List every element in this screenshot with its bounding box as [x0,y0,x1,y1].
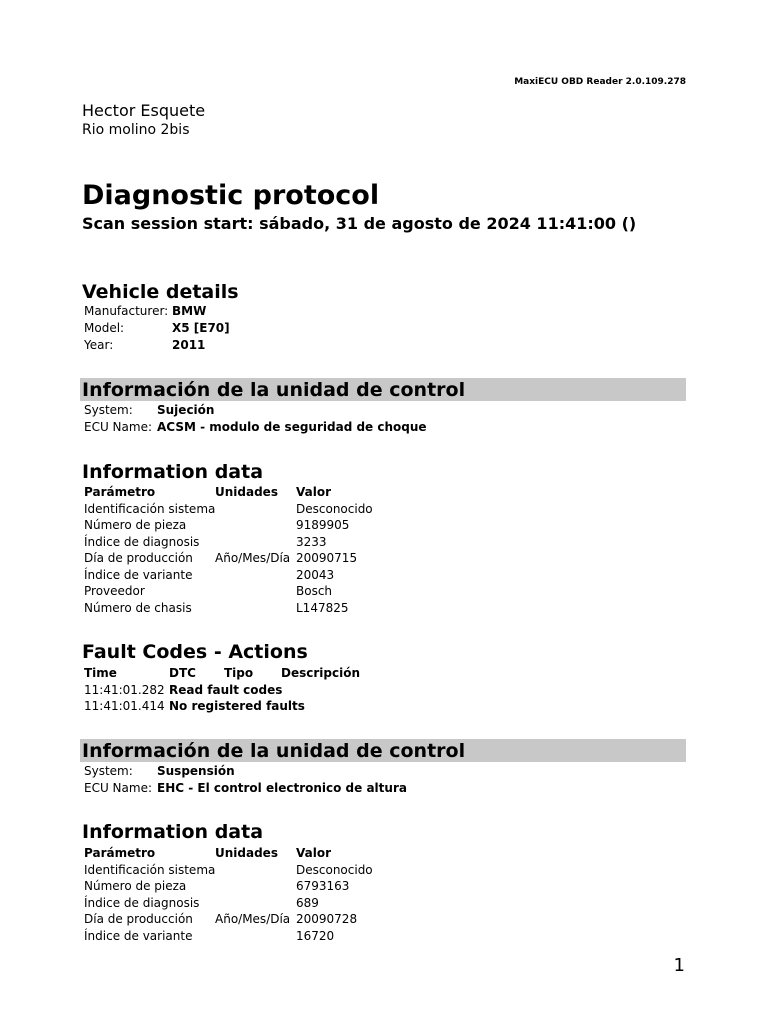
system-label: System: [84,403,133,417]
table-cell: 16720 [296,928,335,943]
table-cell: Bosch [296,584,333,598]
table-cell: Proveedor [84,584,145,598]
fault-time: 11:41:01.414 [84,699,165,713]
info-table [84,845,416,944]
ecu-value: ACSM - modulo de seguridad de choque [157,420,427,434]
table-cell: Índice de diagnosis [84,895,200,910]
table-row [84,928,416,945]
column-header: Valor [296,846,332,860]
fault-table [84,665,401,715]
column-header: Tipo [224,666,254,680]
table-row [84,550,416,567]
owner-name: Hector Esquete [82,101,206,120]
ecu-label: ECU Name: [84,781,153,795]
table-cell: 9189905 [296,518,350,532]
table-cell: Número de pieza [84,879,187,893]
column-header: DTC [169,666,196,680]
table-cell: Número de pieza [84,518,187,532]
system-value: Suspensión [157,764,235,778]
info-table [84,484,416,616]
table-cell: Identificación sistema [84,862,216,877]
table-cell: Índice de diagnosis [84,534,200,549]
table-row [84,567,416,584]
table-header [84,484,416,501]
page-title: Diagnostic protocol [82,180,380,211]
table-row [84,682,401,699]
column-header: Valor [296,485,332,499]
table-cell: Desconocido [296,501,373,516]
fault-text: Read fault codes [169,682,283,697]
owner-address: Rio molino 2bis [82,122,190,138]
vehicle-label: Year: [84,338,114,352]
unit-ecu-row [84,419,427,436]
session-start: Scan session start: sábado, 31 de agosto de 2024 11:41:00 () [82,214,637,233]
table-cell: Índice de variante [84,928,193,943]
table-row [84,878,416,895]
info-heading: Information data [82,461,264,483]
table-cell: Día de producción [84,551,193,565]
table-row [84,501,416,518]
table-cell: Número de chasis [84,600,192,615]
table-cell: Desconocido [296,862,373,877]
unit-info [84,763,407,797]
unit-ecu-row [84,780,407,797]
table-cell: Identificación sistema [84,501,216,516]
table-header [84,665,401,682]
table-row [84,862,416,879]
vehicle-value: 2011 [172,338,206,352]
system-value: Sujeción [157,403,215,417]
unit-system-row [84,402,427,419]
table-cell: 3233 [296,534,327,549]
fault-time: 11:41:01.282 [84,682,165,697]
unit-heading: Información de la unidad de control [80,378,686,401]
ecu-value: EHC - El control electronico de altura [157,781,407,795]
table-header [84,845,416,862]
table-cell: Año/Mes/Día [215,551,291,565]
unit-heading: Información de la unidad de control [80,739,686,762]
owner-block [82,101,205,139]
vehicle-row [84,337,230,354]
table-cell: Índice de variante [84,567,193,582]
vehicle-value: X5 [E70] [172,321,230,335]
column-header: Parámetro [84,485,156,499]
fault-heading: Fault Codes - Actions [82,641,308,663]
table-cell: 20043 [296,567,335,582]
table-row [84,517,416,534]
info-heading: Information data [82,821,264,843]
table-row [84,895,416,912]
column-header: Parámetro [84,846,156,860]
ecu-label: ECU Name: [84,420,153,434]
column-header: Unidades [215,485,278,499]
table-row [84,534,416,551]
unit-system-row [84,763,407,780]
table-cell: Día de producción [84,912,193,926]
column-header: Time [84,666,117,680]
vehicle-row [84,320,230,337]
vehicle-details [84,303,230,354]
vehicle-label: Manufacturer: [84,304,169,318]
unit-info [84,402,427,436]
table-cell: 20090715 [296,551,358,565]
table-cell: 6793163 [296,879,350,893]
app-version: MaxiECU OBD Reader 2.0.109.278 [514,77,686,87]
vehicle-row [84,303,230,320]
table-cell: 20090728 [296,912,358,926]
table-row [84,911,416,928]
table-cell: Año/Mes/Día [215,912,291,926]
table-row [84,600,416,617]
table-row [84,583,416,600]
vehicle-value: BMW [172,304,207,318]
vehicle-label: Model: [84,321,125,335]
system-label: System: [84,764,133,778]
page-number: 1 [673,955,685,976]
table-cell: 689 [296,895,319,910]
vehicle-heading: Vehicle details [82,281,239,303]
table-row [84,698,401,715]
table-cell: L147825 [296,600,349,615]
fault-text: No registered faults [169,699,305,713]
column-header: Unidades [215,846,278,860]
column-header: Descripción [281,666,360,680]
